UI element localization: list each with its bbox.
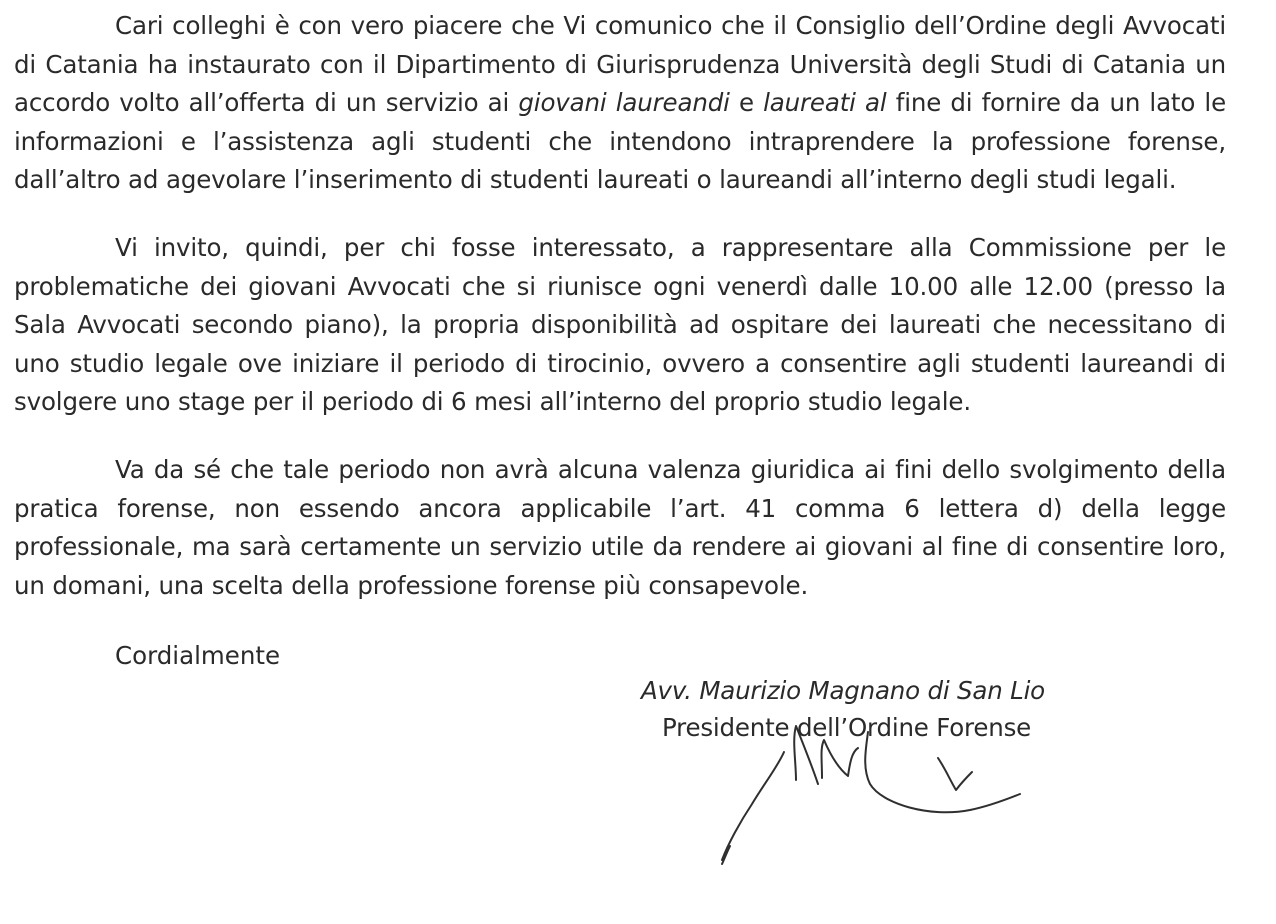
paragraph-1 bbox=[14, 7, 1226, 200]
paragraph-1-emphasis-2: laureati al bbox=[763, 88, 887, 117]
paragraph-1-tail: fine di fornire da un lato le informazioni e l’assistenza agli studenti che intendono intraprendere la professione forense, dall’altro ad agevolare l’inserimento di studenti laureati o laureandi all’interno degli studi legali. bbox=[14, 88, 1227, 194]
paragraph-1-middle: e bbox=[729, 88, 764, 117]
signer-name: Avv. Maurizio Magnano di San Lio bbox=[641, 676, 1045, 705]
paragraph-1-lead: Cari colleghi è con vero piacere che Vi comunico che il Consiglio dell’Ordine degli Avvocati di Catania ha instaurato con il Dipartimento di Giurisprudenza Università degli Studi di Catania un accordo volto all’offerta di un servizio ai bbox=[14, 11, 1226, 117]
paragraph-2: Vi invito, quindi, per chi fosse interessato, a rappresentare alla Commissione per le problematiche dei giovani Avvocati che si riunisce ogni venerdì dalle 10.00 alle 12.00 (presso la Sala Avvocati secondo piano), la propria disponibilità ad ospitare dei laureati che necessitano di uno studio legale ove iniziare il periodo di tirocinio, ovvero a consentire agli studenti laureandi di svolgere uno stage per il periodo di 6 mesi all’interno del proprio studio legale. bbox=[14, 233, 1226, 416]
signature-stroke-2 bbox=[794, 726, 818, 784]
signature-stroke-5 bbox=[938, 758, 972, 790]
signer-role: Presidente dell’Ordine Forense bbox=[662, 713, 1032, 742]
paragraph-1-emphasis: giovani laureandi bbox=[518, 88, 730, 117]
signature-stroke-4 bbox=[865, 732, 1020, 812]
closing-salutation: Cordialmente bbox=[115, 641, 281, 670]
paragraph-3: Va da sé che tale periodo non avrà alcuna valenza giuridica ai fini dello svolgimento della pratica forense, non essendo ancora applicabile l’art. 41 comma 6 lettera d) della legge professionale, ma sarà certamente un servizio utile da rendere ai giovani al fine di consentire loro, un domani, una scelta della professione forense più consapevole. bbox=[14, 455, 1226, 600]
signature-stroke-1 bbox=[722, 752, 784, 860]
handwritten-signature bbox=[700, 718, 1030, 878]
signature-stroke-3 bbox=[822, 740, 859, 778]
